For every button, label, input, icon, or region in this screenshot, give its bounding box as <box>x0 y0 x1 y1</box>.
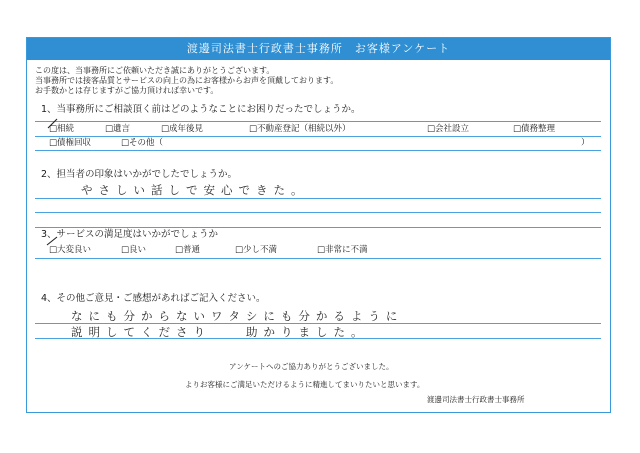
intro-line: この度は、当事務所にご依頼いただき誠にありがとうございます。 <box>35 66 275 75</box>
option-hijou-ni-fuman[interactable]: □非常に不満 <box>317 245 368 255</box>
ruled-line <box>35 338 601 339</box>
ruled-line <box>35 121 601 122</box>
intro-line: 当事務所では接客品質とサービスの向上の為にお客様からお声を頂戴しております。 <box>35 76 339 85</box>
option-sonota-close: ） <box>581 138 590 148</box>
ruled-line <box>35 150 601 151</box>
option-saiken-kaishu[interactable]: □債権回収 <box>49 138 92 148</box>
ruled-line <box>35 258 601 259</box>
footer-thanks: アンケートへのご協力ありがとうございました。 <box>229 362 394 371</box>
ruled-line <box>35 136 601 137</box>
handwritten-answer-2: やさしい話しで安心できた。 <box>81 183 309 197</box>
option-sukoshi-fuman[interactable]: □少し不満 <box>235 245 278 255</box>
handwritten-answer-4-line2: 説明してくださり 助かりました。 <box>71 325 369 339</box>
footer-closing: よりお客様にご満足いただけるように精進してまいりたいと思います。 <box>185 380 425 389</box>
option-kaisha-setsuritsu[interactable]: □会社設立 <box>427 124 470 134</box>
option-taihen-yoi[interactable]: □大変良い <box>49 245 92 255</box>
option-souzoku[interactable]: □相続 <box>49 124 75 134</box>
intro-line: お手数かとは存じますがご協力頂ければ幸いです。 <box>35 86 219 95</box>
question-2: 2、担当者の印象はいかがでしたでしょうか。 <box>41 169 238 180</box>
question-3: 3、サービスの満足度はいかがでしょうか <box>41 229 219 240</box>
option-sonota[interactable]: □その他（ <box>121 138 164 148</box>
option-saimu-seiri[interactable]: □債務整理 <box>513 124 556 134</box>
ruled-line <box>35 212 601 213</box>
option-seinen-kouken[interactable]: □成年後見 <box>161 124 204 134</box>
survey-sheet <box>26 37 611 413</box>
footer-office-name: 渡邊司法書士行政書士事務所 <box>427 395 525 404</box>
option-yoi[interactable]: □良い <box>121 245 147 255</box>
checkmark-icon <box>45 118 59 130</box>
question-4: 4、その他ご意見・ご感想があればご記入ください。 <box>41 293 266 304</box>
option-yuigon[interactable]: □遺言 <box>105 124 131 134</box>
survey-title: 渡邊司法書士行政書士事務所 お客様アンケート <box>27 38 610 60</box>
option-futsuu[interactable]: □普通 <box>175 245 201 255</box>
question-1: 1、当事務所にご相談頂く前はどのようなことにお困りだったでしょうか。 <box>41 104 361 115</box>
ruled-line <box>35 198 601 199</box>
handwritten-answer-4-line1: なにも分からないワタシにも分かるように <box>71 309 404 323</box>
ruled-line <box>35 227 601 228</box>
option-fudousan-touki[interactable]: □不動産登記（相続以外） <box>249 124 351 134</box>
